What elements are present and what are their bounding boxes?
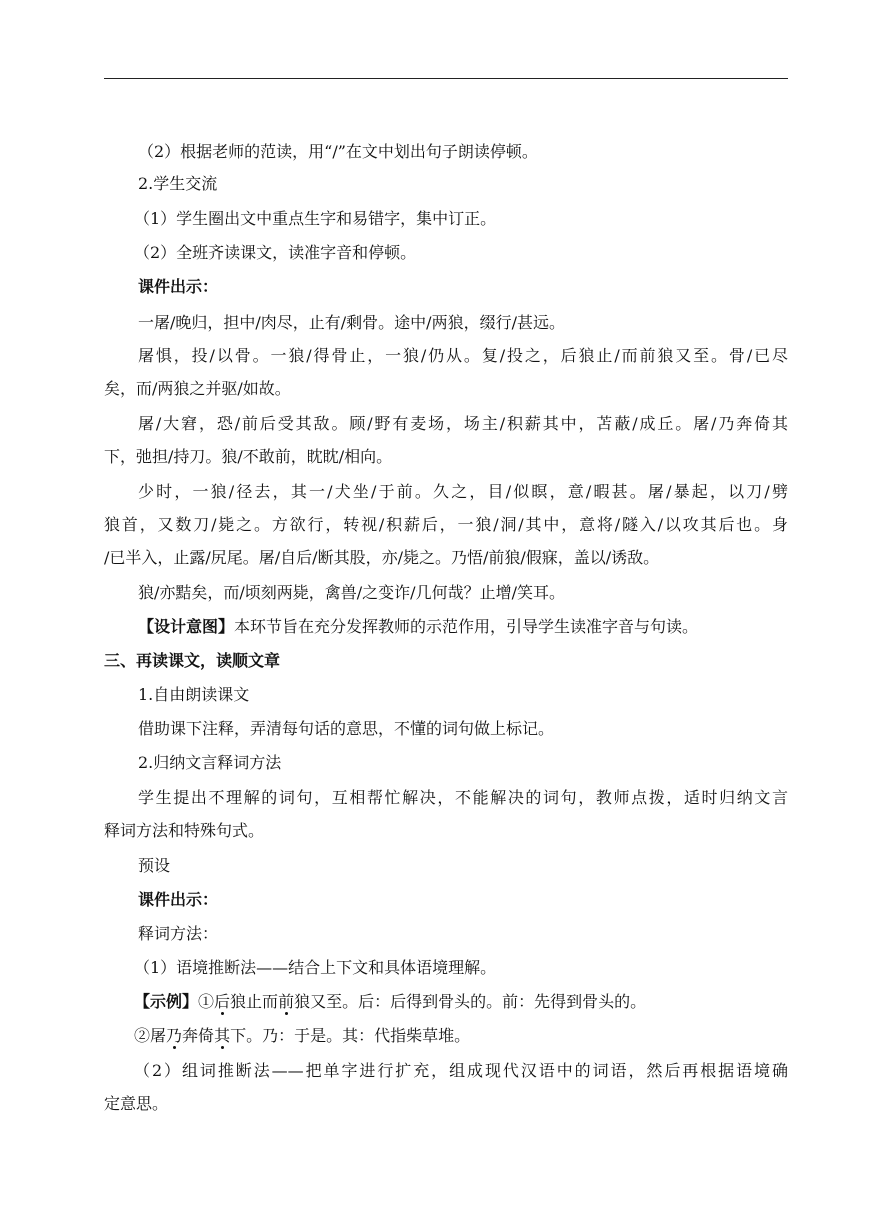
emphasis-char: 前 <box>278 992 295 1011</box>
method-item: （2）组词推断法——把单字进行扩充，组成现代汉语中的词语，然后再根据语境确 <box>134 1061 788 1080</box>
text-line: 少时，一狼/径去，其一/犬坐/于前。久之，目/似瞑，意/暇甚。屠/暴起，以刀/劈 <box>138 482 788 501</box>
method-item: （1）语境推断法——结合上下文和具体语境理解。 <box>134 958 497 977</box>
paragraph: （1）学生圈出文中重点生字和易错字，集中订正。 <box>134 209 497 228</box>
text-line: 矣，而/两狼之并驱/如故。 <box>104 379 291 398</box>
example-line <box>104 1025 788 1047</box>
courseware-label: 课件出示： <box>138 890 219 909</box>
header-rule <box>104 78 788 79</box>
text-line: 下，弛担/持刀。狼/不敢前，眈眈/相向。 <box>104 447 393 466</box>
sub-heading: 1.自由朗读课文 <box>138 685 250 704</box>
paragraph: 借助课下注释，弄清每句话的意思，不懂的词句做上标记。 <box>138 719 555 738</box>
emphasis-char: 后 <box>214 992 231 1011</box>
paragraph: （2）全班齐读课文，读准字音和停顿。 <box>134 243 417 262</box>
emphasis-char: 乃 <box>166 1026 183 1045</box>
text-line: 狼/亦黠矣，而/顷刻两毙，禽兽/之变诈/几何哉？止增/笑耳。 <box>138 583 565 602</box>
example-text: 下。乃：于是。其：代指柴草堆。 <box>230 1026 471 1045</box>
text-line: 一屠/晚归，担中/肉尽，止有/剩骨。途中/两狼，缀行/甚远。 <box>138 313 565 332</box>
design-intent <box>104 616 788 638</box>
section-heading: 三、再读课文，读顺文章 <box>104 651 281 670</box>
text-line: 屠惧，投/以骨。一狼/得骨止，一狼/仍从。复/投之，后狼止/而前狼又至。骨/已尽 <box>138 346 788 365</box>
preset-label: 预设 <box>138 856 171 875</box>
text-line: 狼首，又数刀/毙之。方欲行，转视/积薪后，一狼/洞/其中，意将/隧入/以攻其后也。身 <box>104 515 788 534</box>
sub-heading: 2.归纳文言释词方法 <box>138 753 282 772</box>
example-label: 【示例】 <box>134 992 199 1011</box>
emphasis-char: 其 <box>214 1026 231 1045</box>
paragraph: 学生提出不理解的词句，互相帮忙解决，不能解决的词句，教师点拨，适时归纳文言 <box>138 788 788 807</box>
method-heading: 释词方法： <box>138 924 219 943</box>
design-intent-text: 本环节旨在充分发挥教师的示范作用，引导学生读准字音与句读。 <box>234 617 699 636</box>
example-text: 屠 <box>150 1026 167 1045</box>
paragraph: （2）根据老师的范读，用“/”在文中划出句子朗读停顿。 <box>138 142 538 161</box>
example-text: 奔倚 <box>182 1026 215 1045</box>
courseware-label: 课件出示： <box>138 277 219 296</box>
example-number: ② <box>134 1026 151 1045</box>
design-intent-label: 【设计意图】 <box>138 617 235 636</box>
example-number: ① <box>198 992 215 1011</box>
example-line <box>104 991 788 1013</box>
text-line: /已半入，止露/尻尾。屠/自后/断其股，亦/毙之。乃悟/前狼/假寐，盖以/诱敌。 <box>104 548 660 567</box>
text-line: 屠/大窘，恐/前后受其敌。顾/野有麦场，场主/积薪其中，苫蔽/成丘。屠/乃奔倚其 <box>138 414 788 433</box>
sub-heading: 2.学生交流 <box>138 174 218 193</box>
paragraph: 释词方法和特殊句式。 <box>104 821 265 840</box>
example-text: 狼又至。后：后得到骨头的。前：先得到骨头的。 <box>294 992 647 1011</box>
example-text: 狼止而 <box>230 992 279 1011</box>
method-item: 定意思。 <box>104 1094 169 1113</box>
